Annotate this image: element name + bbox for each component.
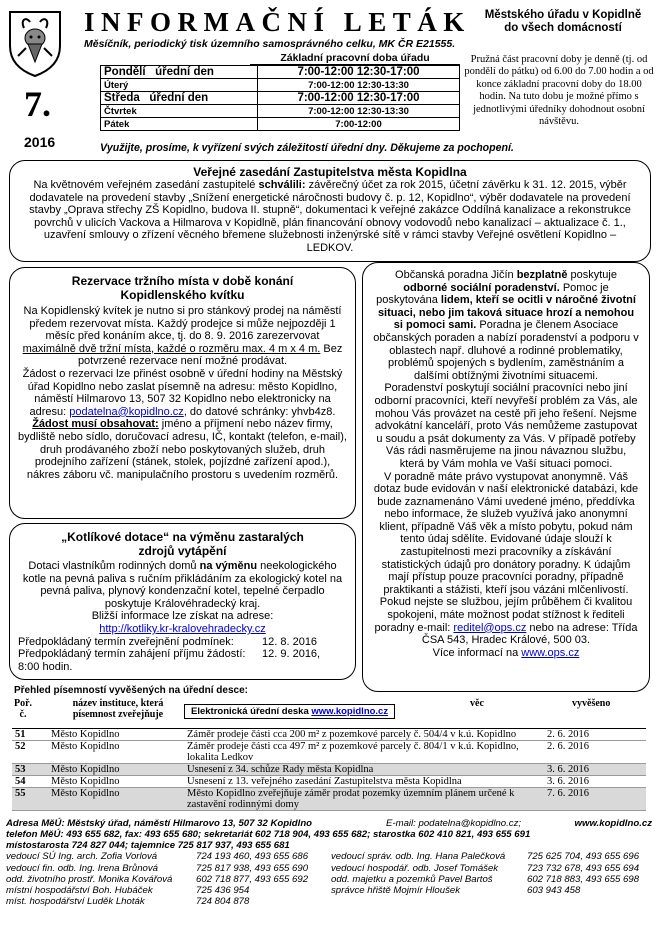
boiler-web-link[interactable]: http://kotliky.kr-kralovehradecky.cz <box>99 622 266 635</box>
table-row <box>12 776 646 788</box>
board-link[interactable]: www.kopidlno.cz <box>311 706 389 717</box>
notice-date: 2. 6. 2016 <box>544 729 646 741</box>
footer-line-1 <box>6 818 652 829</box>
boiler-date-1 <box>10 636 355 649</box>
market-databox: , do datové schránky: yhvb4z8. <box>183 405 336 418</box>
advice-target-group: lidem, kteří se ocitli v náročné životní situaci, nebo jim taková situace hrozí a nemohou si pomoci sami. <box>377 294 636 332</box>
footer-web: www.kopidlno.cz <box>574 818 652 829</box>
col-posted: vyvěšeno <box>572 698 611 709</box>
advice-more-info: Více informací na <box>432 646 522 659</box>
market-email-link[interactable]: podatelna@kopidlno.cz <box>69 405 184 418</box>
hours-day: Středa úřední den <box>101 92 258 105</box>
notice-inst: Město Kopidlno <box>48 776 184 788</box>
contact-phone: 602 718 883, 493 655 698 <box>527 873 640 885</box>
contact-phone: 724 193 460, 493 655 686 <box>196 851 309 863</box>
market-para-1 <box>10 305 355 368</box>
boiler-info-label: Bližší informace lze získat na adrese: <box>91 610 274 623</box>
footer-contacts-right <box>331 851 649 896</box>
office-days-request: Využijte, prosíme, k vyřízení svých záležitostí úřední dny. Děkujeme za pochopení. <box>100 142 514 154</box>
table-row <box>12 764 646 776</box>
notice-thing: Záměr prodeje části cca 200 m² z pozemkové parcely č. 504/4 v k.ú. Kopidlno <box>184 729 544 741</box>
hours-day: Pondělí úřední den <box>101 66 258 79</box>
contact-phone: 724 804 878 <box>196 896 250 908</box>
contact-name: odd. majetku a pozemků Pavel Bartoš <box>331 873 493 885</box>
electronic-board-box <box>184 704 395 719</box>
hours-time: 7:00-12:00 <box>258 118 460 131</box>
advice-intro: Občanská poradna Jičín <box>395 269 517 281</box>
contact-name: vedoucí správ. odb. Ing. Hana Palečková <box>331 851 506 863</box>
contact-row <box>331 885 649 896</box>
col-number: Poř. č. <box>13 698 33 720</box>
notice-inst: Město Kopidlno <box>48 741 184 764</box>
contact-phone: 725 436 954 <box>196 884 250 896</box>
hours-day: Úterý <box>101 79 258 92</box>
contact-name: správce hřiště Mojmír Hloušek <box>331 884 461 896</box>
contact-row <box>6 863 331 874</box>
hours-day: Čtvrtek <box>101 105 258 118</box>
boiler-date-1-value: 12. 8. 2016 <box>262 635 318 648</box>
contact-name: odd. životního prostř. Monika Kovářová <box>6 873 173 885</box>
advice-email-link[interactable]: reditel@ops.cz <box>453 621 527 634</box>
boiler-title: „Kotlíkové dotace“ na výměnu zastaralých zdrojů vytápění <box>61 530 304 558</box>
hours-time: 7:00-12:00 12:30-13:30 <box>258 79 460 92</box>
market-para-3 <box>10 418 355 481</box>
footer-contacts-left <box>6 851 331 907</box>
contact-phone: 725 625 704, 493 655 696 <box>527 851 640 863</box>
contact-name: míst. hospodářství Luděk Lhoták <box>6 896 145 908</box>
notice-date: 7. 6. 2016 <box>544 788 646 811</box>
notice-inst: Město Kopidlno <box>48 788 184 811</box>
notice-no: 51 <box>12 729 48 741</box>
notice-date: 3. 6. 2016 <box>544 764 646 776</box>
notice-thing: Město Kopidlno zveřejňuje záměr prodat pozemky územním plánem určené k zastavění rodinnými domy <box>184 788 544 811</box>
hours-row <box>101 92 460 105</box>
issuer-label: Městského úřadu v Kopidlně do všech domácností <box>484 9 642 34</box>
advice-service: odborné sociální poradenství. <box>403 281 560 294</box>
boiler-description: neekologického kotle na pevná paliva s ručním přikládáním za ekologický kotel na pevná paliva, plynový kondenzační kotel, tepelné čerpadlo poskytuje Královéhradecký kraj. <box>22 560 343 610</box>
contact-row <box>331 851 649 862</box>
coat-of-arms-logo <box>6 8 64 78</box>
notice-date: 3. 6. 2016 <box>544 776 646 788</box>
contact-row <box>6 851 331 862</box>
contact-row <box>6 885 331 896</box>
market-requirements-label: Žádost musí obsahovat: <box>32 418 159 431</box>
hours-day: Pátek <box>101 118 258 131</box>
market-para-2 <box>10 368 355 418</box>
advice-areas: Poradna je členem Asociace občanských poraden a nabízí poradenství a podporu v oblastech např. dluhové a rodinné problematiky, problémů spojených s bydlením, zaměstnáním a dalšími obtížnými životními situacemi. <box>373 319 639 382</box>
advice-para-4 <box>363 647 649 660</box>
market-requirements: jméno a příjmení nebo název firmy, bydliště nebo sídlo, doručovací adresu, IČ, kontakt (telefon, e-mail), druh prodávaného zboží nebo poskytovaných služeb, druh prodejního zařízení (stánek, stolek, pojízdné zařízení apod.), nákres záboru vč. manipulačního prostoru s uvedením rozměrů. <box>18 418 347 481</box>
contact-row <box>331 863 649 874</box>
newsletter-subtitle: Měsíčník, periodický tisk územního samosprávného celku, MK ČR E21555. <box>84 38 456 50</box>
boiler-link-line <box>10 623 355 636</box>
notices-heading: Přehled písemností vyvěšených na úřední desce: <box>14 685 248 696</box>
boiler-intro: Dotaci vlastníkům rodinných domů <box>28 560 200 572</box>
boiler-date-2-label: Předpokládaný termín zahájení příjmu žádostí: <box>18 648 246 661</box>
hours-grid <box>100 65 460 131</box>
advice-provides: poskytuje <box>567 269 617 281</box>
contact-phone: 725 817 938, 493 655 690 <box>196 862 309 874</box>
hours-row <box>101 66 460 79</box>
contact-name: vedoucí hospodář. odb. Josef Tomášek <box>331 862 499 874</box>
issue-number: 7. <box>24 84 51 124</box>
hours-time: 7:00-12:00 12:30-17:00 <box>258 92 460 105</box>
advice-center-box <box>362 262 650 692</box>
flexible-hours-note: Pružná část pracovní doby je denně (tj. od pondělí do pátku) od 6.00 do 7.00 hodin a od konce základní pracovní doby do 18.00 hodin. Na tuto dobu je možné přímo s jednotlivými úředníky dohodnout osobní návštěvu. <box>464 54 654 128</box>
board-label: Elektronická úřední deska <box>191 706 312 717</box>
advice-para-1 <box>363 263 649 382</box>
market-limit: maximálně dvě tržní místa, každé o rozměru max. 4 m x 4 m. <box>22 342 321 355</box>
advice-web-link[interactable]: www.ops.cz <box>521 646 580 659</box>
market-submit-info: Žádost o rezervaci lze přinést osobně v úřední hodiny na Městský úřad Kopidlno nebo zaslat písemně na adresu: město Kopidlno, náměstí Hilmarovo 13, 507 32 Kopidlno nebo elektronicky na adresu: <box>22 367 343 418</box>
market-title: Rezervace tržního místa v době konání Kopidlenského kvítku <box>71 274 294 302</box>
contact-name: vedoucí SÚ Ing. arch. Zofia Vorlová <box>6 851 158 863</box>
boiler-date-2 <box>10 648 355 661</box>
notice-thing: Usnesení z 13. veřejného zasedání Zastupitelstva města Kopidlna <box>184 776 544 788</box>
notice-thing: Usnesení z 34. schůze Rady města Kopidlna <box>184 764 544 776</box>
hours-time: 7:00-12:00 12:30-13:30 <box>258 105 460 118</box>
footer-line-3: místostarosta 724 827 044; tajemnice 725 817 937, 493 655 681 <box>6 840 290 852</box>
contact-phone: 602 718 877, 493 655 692 <box>196 873 309 885</box>
council-title: Veřejné zasedání Zastupitelstva města Kopidlna <box>193 165 467 179</box>
boiler-date-2-time: 8:00 hodin. <box>18 660 73 673</box>
market-reservation-box <box>9 267 356 519</box>
hours-time: 7:00-12:00 12:30-17:00 <box>258 66 460 79</box>
office-hours-table <box>100 52 460 131</box>
notice-no: 55 <box>12 788 48 811</box>
advice-address: nebo na adrese: Třída ČSA 543, Hradec Králové, 500 03. <box>421 621 638 647</box>
market-intro: Na Kopidlenský kvítek je nutno si pro stánkový prodej na náměstí předem rezervovat místa. Každý prodejce si může nejpozději 1 měsíc před konáním akce, tj. do 8. 9. 2016 zarezervovat <box>23 305 342 343</box>
issue-year: 2016 <box>24 134 56 150</box>
notice-no: 52 <box>12 741 48 764</box>
contact-phone: 723 732 678, 493 655 694 <box>527 862 640 874</box>
contact-phone: 603 943 458 <box>527 884 581 896</box>
boiler-subsidy-box <box>9 523 356 680</box>
advice-privacy: V poradně máte právo vystupovat anonymně. Váš dotaz bude evidován v naší elektronické databázi, kde bude zaznamenáno Vámi uvedené jméno, předdívka nebo informace, že služeb využívá jako anonymní klient, případně Váš věk a místo pobytu, pokud nám tento údaj sdělíte. Evidované údaje slouží k zastupitelnosti mezi pracovníky a získávání statistických údajů pro donátory poradny. K údajům mají přístup pouze pracovníci poradny, případně praktikanti a stážisti, kteří jsou vázáni mlčenlivostí. Pokud nejste se službou, jejím průběhem či kvalitou spokojeni, máte možnost podat stížnost k řediteli poradny e-mail: <box>373 470 639 634</box>
contact-row <box>6 874 331 885</box>
notice-date: 2. 6. 2016 <box>544 741 646 764</box>
table-row <box>12 729 646 741</box>
boiler-para-1 <box>10 560 355 610</box>
col-thing: věc <box>470 698 484 709</box>
footer-line-2: telefon MěÚ: 493 655 682, fax: 493 655 680; sekretariát 602 718 904, 493 655 682; starostka 602 410 821, 493 655 691 <box>6 829 531 840</box>
contact-row <box>6 896 331 907</box>
notices-table <box>12 698 646 811</box>
council-decisions: závěrečný účet za rok 2015, účetní závěrku k 31. 12. 2015, výběr dodavatele na provedení stavby „Snížení energetické náročnosti budovy č. p. 12, Kopidlno“, výběr dodavatele na provedení stavby „Oprava střechy ZŠ Kopidlno, budova II. stupně“, dokumentaci k veřejné zakázce Oddílná kanalizace a rekonstrukce povrchů v ulicích Vackova a Hilmarova v Kopidlně, plán financování obnovy vodovodů nebo kanalizací – aktualizace č. 1., uzavření smlouvy o zřízení věcného břemene služebnosti inženýrské sítě v rámci stavby Veřejné osvětlení Kopidlno – LEDKOV. <box>29 179 631 254</box>
footer-contacts <box>6 851 652 907</box>
council-meeting-box <box>9 160 651 262</box>
goat-shield-icon <box>6 8 64 78</box>
contact-name: vedoucí fin. odb. Ing. Irena Brůnová <box>6 862 159 874</box>
council-lead: Na květnovém veřejném zasedání zastupitelé <box>33 179 259 191</box>
boiler-bold: na výměnu <box>199 560 258 572</box>
table-row <box>12 788 646 811</box>
contact-row <box>331 874 649 885</box>
notices-list <box>12 729 646 811</box>
hours-heading: Základní pracovní doba úřadu <box>250 52 460 65</box>
notice-inst: Město Kopidlno <box>48 729 184 741</box>
newsletter-title: INFORMAČNÍ LETÁK <box>84 7 471 37</box>
col-institution: název instituce, která písemnost zveřejňuje <box>72 698 164 720</box>
footer-email: E-mail: podatelna@kopidlno.cz; <box>386 818 522 829</box>
council-approved-label: schválili: <box>258 179 306 191</box>
advice-para-3 <box>363 471 649 647</box>
notice-thing: Záměr prodeje části cca 497 m² z pozemkové parcely č. 804/1 v k.ú. Kopidlno, lokalita Ledkov <box>184 741 544 764</box>
notice-inst: Město Kopidlno <box>48 764 184 776</box>
boiler-date-1-label: Předpokládaný termín zveřejnění podmínek: <box>18 635 234 648</box>
footer <box>6 818 652 907</box>
boiler-date-2-value: 12. 9. 2016, <box>262 648 321 661</box>
table-row <box>12 741 646 764</box>
contact-name: místní hospodářství Boh. Hubáček <box>6 884 153 896</box>
market-warning: Bez potvrzené rezervace není možné prodávat. <box>77 342 343 368</box>
notice-no: 54 <box>12 776 48 788</box>
hours-row <box>101 105 460 118</box>
advice-free: bezplatně <box>516 269 568 281</box>
footer-address: Adresa MěÚ: Městský úřad, náměstí Hilmarovo 13, 507 32 Kopidlno <box>6 818 313 829</box>
hours-row <box>101 118 460 131</box>
hours-row <box>101 79 460 92</box>
notice-no: 53 <box>12 764 48 776</box>
notices-header-row <box>12 698 646 729</box>
council-text <box>10 179 650 255</box>
advice-para-2: Poradenství poskytují sociální pracovníci nebo jiní odborní pracovníci, kteří nevyřeší problém za Vás, ale mohou Vás provázet na cestě při jeho řešení. Nejsme advokátní kanceláří, proto Vás nemůžeme zastupovat u soudu a psát dokumenty za Vás. V případě potřeby Vás rádi nasměrujeme na jinou návaznou službu, která by Vám mohla ve Vaší situaci pomoci. <box>374 382 638 470</box>
advice-provided-to: Pomoc je poskytována <box>376 281 609 307</box>
